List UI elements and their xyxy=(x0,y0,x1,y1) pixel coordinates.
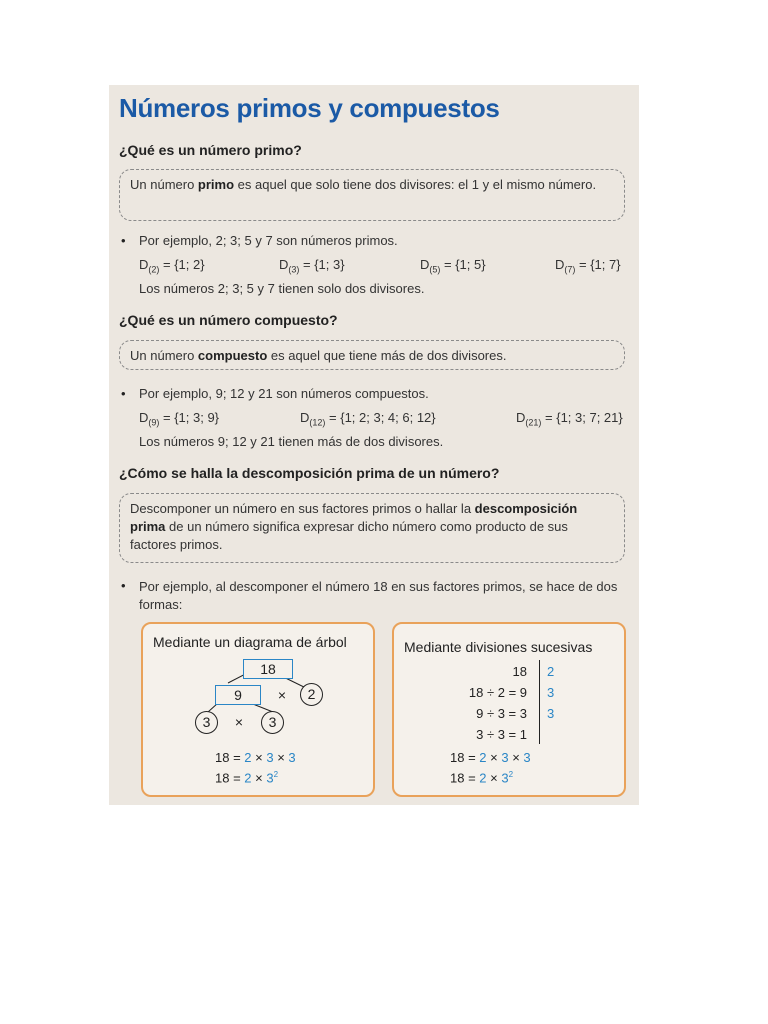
divisor-set-7 xyxy=(555,257,621,275)
factor: 2 xyxy=(244,770,252,786)
d-sub: (9) xyxy=(148,417,160,428)
division-row: 3 ÷ 3 = 1 xyxy=(476,727,527,742)
d-letter: D xyxy=(139,257,149,272)
d-val: = {1; 2} xyxy=(159,257,205,272)
example-prime-intro: Por ejemplo, 2; 3; 5 y 7 son números primos. xyxy=(139,233,398,248)
eq-lhs: 18 = xyxy=(215,770,245,786)
d-val: = {1; 5} xyxy=(440,257,486,272)
example-composite-outro: Los números 9; 12 y 21 tienen más de dos divisores. xyxy=(139,434,444,449)
divisor-set-21 xyxy=(516,410,623,428)
divisor: 3 xyxy=(547,706,555,721)
factor: 2 xyxy=(244,750,252,765)
d-val: = {1; 3; 9} xyxy=(159,410,220,425)
def-keyword: primo xyxy=(197,177,235,192)
def-keyword: compuesto xyxy=(197,348,268,363)
times-sign: × xyxy=(486,770,502,786)
tree-root: 18 xyxy=(243,659,293,679)
tree-node-2: 2 xyxy=(300,683,323,706)
divisor-set-5 xyxy=(420,257,486,275)
d-sub: (12) xyxy=(309,417,326,428)
example-composite-intro: Por ejemplo, 9; 12 y 21 son números compuestos. xyxy=(139,386,429,401)
definition-decomposition xyxy=(119,493,625,563)
factor: 2 xyxy=(479,770,487,786)
d-letter: D xyxy=(139,410,149,425)
example-decomposition-intro: Por ejemplo, al descomponer el número 18 en sus factores primos, se hace de dos formas: xyxy=(139,579,618,612)
question-decomposition: ¿Cómo se halla la descomposición prima de un número? xyxy=(119,465,500,481)
tree-node-3-left: 3 xyxy=(195,711,218,734)
d-sub: (21) xyxy=(525,417,542,428)
divisor: 3 xyxy=(547,685,555,700)
tree-equation-1 xyxy=(215,750,296,765)
d-letter: D xyxy=(279,257,289,272)
times-sign: × xyxy=(234,714,244,730)
def-text: Un número xyxy=(130,348,198,363)
d-val: = {1; 3; 7; 21} xyxy=(541,410,623,425)
page-title: Números primos y compuestos xyxy=(119,93,500,123)
factor: 3 xyxy=(501,750,509,765)
division-bar xyxy=(539,660,540,744)
division-row: 18 xyxy=(512,664,527,679)
def-text: Un número xyxy=(130,177,198,192)
eq-lhs: 18 = xyxy=(450,750,480,765)
def-text: es aquel que tiene más de dos divisores. xyxy=(267,348,507,363)
times-sign: × xyxy=(251,770,267,786)
d-val: = {1; 3} xyxy=(299,257,345,272)
d-sub: (7) xyxy=(564,264,576,275)
question-prime: ¿Qué es un número primo? xyxy=(119,142,302,158)
factor: 3 xyxy=(501,770,509,786)
exponent: 2 xyxy=(273,770,279,779)
worksheet xyxy=(109,85,639,805)
tree-equation-2 xyxy=(215,770,278,785)
d-letter: D xyxy=(420,257,430,272)
d-sub: (5) xyxy=(429,264,441,275)
exponent: 2 xyxy=(508,770,514,779)
times-sign: × xyxy=(251,750,267,765)
def-text: Descomponer un número en sus factores primos o hallar la xyxy=(130,501,475,516)
d-letter: D xyxy=(516,410,526,425)
tree-diagram-panel xyxy=(141,622,375,797)
tree-node-9: 9 xyxy=(215,685,261,705)
factor: 3 xyxy=(266,770,274,786)
factor: 3 xyxy=(523,750,531,765)
divisor: 2 xyxy=(547,664,555,679)
times-sign: × xyxy=(277,687,287,703)
question-composite: ¿Qué es un número compuesto? xyxy=(119,312,338,328)
tree-panel-title: Mediante un diagrama de árbol xyxy=(153,634,347,650)
eq-lhs: 18 = xyxy=(450,770,480,786)
div-equation-2 xyxy=(450,770,513,785)
bullet: • xyxy=(121,578,126,593)
divisor-set-12 xyxy=(300,410,436,428)
factor: 2 xyxy=(479,750,487,765)
example-prime-outro: Los números 2; 3; 5 y 7 tienen solo dos divisores. xyxy=(139,281,425,296)
successive-divisions-panel xyxy=(392,622,626,797)
d-letter: D xyxy=(555,257,565,272)
tree-node-3-right: 3 xyxy=(261,711,284,734)
d-sub: (2) xyxy=(148,264,160,275)
definition-prime xyxy=(119,169,625,221)
divisor-set-3 xyxy=(279,257,345,275)
divisor-set-2 xyxy=(139,257,205,275)
d-letter: D xyxy=(300,410,310,425)
d-val: = {1; 2; 3; 4; 6; 12} xyxy=(325,410,436,425)
times-sign: × xyxy=(508,750,524,765)
bullet: • xyxy=(121,386,126,401)
d-sub: (3) xyxy=(288,264,300,275)
def-keyword: descomposición prima xyxy=(130,501,578,534)
definition-composite xyxy=(119,340,625,370)
times-sign: × xyxy=(273,750,289,765)
eq-lhs: 18 = xyxy=(215,750,245,765)
times-sign: × xyxy=(486,750,502,765)
divisor-set-9 xyxy=(139,410,219,428)
def-text: de un número significa expresar dicho número como producto de sus factores primos. xyxy=(130,519,568,552)
divisions-panel-title: Mediante divisiones sucesivas xyxy=(404,639,593,655)
def-text: es aquel que solo tiene dos divisores: el 1 y el mismo número. xyxy=(234,177,597,192)
division-row: 18 ÷ 2 = 9 xyxy=(468,685,527,700)
factor: 3 xyxy=(288,750,296,765)
d-val: = {1; 7} xyxy=(575,257,621,272)
div-equation-1 xyxy=(450,750,531,765)
factor: 3 xyxy=(266,750,274,765)
division-row: 9 ÷ 3 = 3 xyxy=(476,706,527,721)
bullet: • xyxy=(121,233,126,248)
